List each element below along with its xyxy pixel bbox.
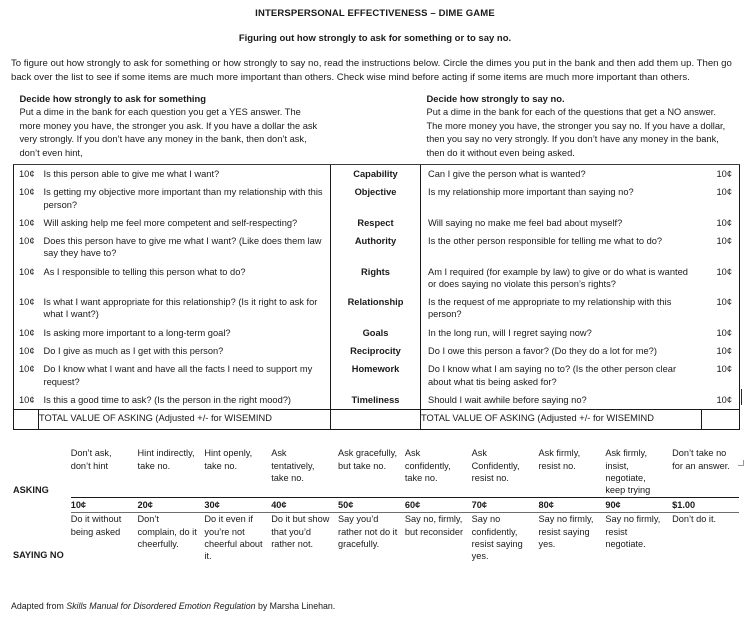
saying-no-description-cell: Do it without being asked (70, 514, 122, 537)
table-row (14, 214, 740, 232)
saying-no-description-cell: Do it even if you’re not cheerful about it. (204, 514, 263, 562)
saying-no-description-cell: Say no firmly, resist saying yes. (538, 514, 594, 550)
left-question-cell: Will asking help me feel more competent and self-respecting? (39, 214, 331, 232)
table-row (14, 324, 740, 342)
saying-no-descriptions-row (13, 513, 739, 563)
right-question-cell: Am I required (for example by law) to give or do what is wanted or does saying no violate this person’s rights? (428, 266, 688, 289)
page-subtitle: Figuring out how strongly to ask for something or to say no. (238, 33, 512, 44)
right-question-cell: Do I owe this person a favor? (Do they do a lot for me?) (428, 346, 657, 357)
right-cents-cell[interactable]: 10¢ (702, 165, 740, 184)
footer-book-title: Skills Manual for Disordered Emotion Regulation (66, 601, 256, 611)
saying-no-description-cell: Say you’d rather not do it gracefully. (338, 514, 398, 550)
asking-description-cell: Hint indirectly, take no. (137, 448, 195, 471)
table-row (14, 360, 740, 391)
asking-descriptions-row (13, 447, 739, 497)
total-center-input[interactable] (331, 410, 421, 430)
factor-label-cell: Goals (331, 324, 421, 342)
saying-no-description-cell: Say no firmly, resist negotiate. (605, 514, 661, 550)
page-edge-mark (741, 389, 742, 405)
left-question-cell: Do I know what I want and have all the facts I need to support my request? (39, 360, 331, 391)
left-question-cell: Does this person have to give me what I want? (Like does them law say they have to? (39, 232, 331, 263)
factor-label-cell: Capability (331, 165, 421, 184)
saying-no-description-cell: Do it but show that you’d rather not. (271, 514, 330, 550)
saying-no-description-cell: Say no, firmly, but reconsider (404, 514, 464, 537)
left-cents-cell[interactable]: 10¢ (14, 165, 39, 184)
right-question-cell: Can I give the person what is wanted? (428, 169, 586, 180)
total-left-label: TOTAL VALUE OF ASKING (Adjusted +/- for WISEMIND (39, 410, 331, 430)
right-cents-cell[interactable]: 10¢ (702, 342, 740, 360)
left-question-cell: Is this a good time to ask? (Is the person in the right mood?) (39, 391, 331, 410)
left-header-cell (14, 92, 331, 165)
total-right-input[interactable] (702, 410, 740, 430)
right-cents-cell[interactable]: 10¢ (702, 293, 740, 324)
page-title: INTERSPERSONAL EFFECTIVENESS – DIME GAME (255, 8, 495, 19)
right-question-cell: Is my relationship more important than saying no? (428, 187, 634, 198)
amount-cell[interactable]: $1.00 (672, 497, 739, 512)
left-question-cell: Is what I want appropriate for this relationship? (Is it right to ask for what I want?) (39, 293, 331, 324)
amount-row-spacer (13, 497, 71, 512)
left-cents-cell[interactable]: 10¢ (14, 324, 39, 342)
right-question-cell: Is the other person responsible for telling me what to do? (428, 236, 663, 247)
amount-cell[interactable]: 10¢ (71, 497, 138, 512)
left-cents-cell[interactable]: 10¢ (14, 293, 39, 324)
header-spacer-cell (331, 92, 421, 165)
factor-label-cell: Authority (331, 232, 421, 263)
table-row (14, 342, 740, 360)
left-question-cell: Is getting my objective more important than my relationship with this person? (39, 183, 331, 214)
amount-cell[interactable]: 30¢ (204, 497, 271, 512)
factor-label-cell: Relationship (331, 293, 421, 324)
factor-label-cell: Rights (331, 263, 421, 294)
asking-description-cell: Ask firmly, insist, negotiate, keep trying (605, 448, 651, 496)
right-question-cell: Is the request of me appropriate to my relationship with this person? (428, 297, 672, 320)
right-question-cell: Should I wait awhile before saying no? (428, 394, 587, 405)
right-header-cell (421, 92, 740, 165)
right-question-cell: Do I know what I am saying no to? (Is the other person clear about what tis being asked for? (428, 364, 677, 387)
right-cents-cell[interactable]: 10¢ (702, 232, 740, 263)
right-header-title: Decide how strongly to say no. (426, 92, 565, 104)
left-cents-cell[interactable]: 10¢ (14, 263, 39, 294)
left-question-cell: Is this person able to give me what I want? (39, 165, 331, 184)
asking-description-cell: Don’t take no for an answer. (672, 448, 730, 471)
left-cents-cell[interactable]: 10¢ (14, 360, 39, 391)
saying-no-description-cell: Don’t complain, do it cheerfully. (137, 514, 197, 550)
amount-row (13, 497, 739, 512)
amount-cell[interactable]: 20¢ (138, 497, 205, 512)
left-question-cell: Do I give as much as I get with this person? (39, 342, 331, 360)
left-question-cell: Is asking more important to a long-term goal? (39, 324, 331, 342)
intro-paragraph: To figure out how strongly to ask for something or how strongly to say no, read the instructions below. Circle the dimes you put in the bank and then add them up. Then go back over the list to see if some items are much more important than others. Check wise mind before acting if some items are much more important than others. (11, 58, 732, 83)
table-row (14, 391, 740, 410)
asking-description-cell: Don’t ask, don’t hint (70, 448, 112, 471)
footer-prefix: Adapted from (11, 601, 67, 611)
strength-scale-table (13, 447, 739, 563)
left-question-cell: As I responsible to telling this person what to do? (39, 263, 331, 294)
left-cents-cell[interactable]: 10¢ (14, 183, 39, 214)
footer-suffix: by Marsha Linehan. (255, 601, 336, 611)
factor-label-cell: Objective (331, 183, 421, 214)
asking-description-cell: Ask gracefully, but take no. (338, 448, 398, 471)
asking-description-cell: Hint openly, take no. (204, 448, 253, 471)
table-row (14, 293, 740, 324)
left-cents-cell[interactable]: 10¢ (14, 342, 39, 360)
saying-no-description-cell: Don’t do it. (672, 514, 717, 525)
dime-game-table (13, 92, 740, 430)
right-cents-cell[interactable]: 10¢ (702, 324, 740, 342)
asking-description-cell: Ask confidently, take no. (404, 448, 451, 483)
asking-row-label: ASKING (13, 484, 49, 495)
left-cents-cell[interactable]: 10¢ (14, 214, 39, 232)
asking-description-cell: Ask tentatively, take no. (271, 448, 315, 483)
table-row (14, 165, 740, 184)
total-left-input[interactable] (14, 410, 39, 430)
total-right-label: TOTAL VALUE OF ASKING (Adjusted +/- for WISEMIND (421, 410, 702, 430)
left-cents-cell[interactable]: 10¢ (14, 391, 39, 410)
right-header-body: Put a dime in the bank for each of the questions that get a NO answer. The more money you have, the stronger you say no. If you have a dollar, then you say no very strongly. If you don’t have any money in the bank, then do it without even being asked. (426, 107, 726, 158)
right-cents-cell[interactable]: 10¢ (702, 360, 740, 391)
saying-no-row-label: SAYING NO (13, 550, 64, 561)
source-attribution (11, 601, 335, 611)
worksheet-page (0, 8, 750, 623)
right-question-cell: Will saying no make me feel bad about myself? (428, 217, 623, 228)
table-row (14, 232, 740, 263)
amount-cell[interactable]: 90¢ (605, 497, 672, 512)
left-cents-cell[interactable]: 10¢ (14, 232, 39, 263)
amount-cell[interactable]: 80¢ (539, 497, 606, 512)
amount-cell[interactable]: 50¢ (338, 497, 405, 512)
factor-label-cell: Respect (331, 214, 421, 232)
right-cents-cell[interactable]: 10¢ (702, 391, 740, 410)
table-row (14, 183, 740, 214)
crop-mark-top-right (738, 460, 744, 466)
factor-label-cell: Reciprocity (331, 342, 421, 360)
table-row (14, 263, 740, 294)
asking-description-cell: Ask firmly, resist no. (538, 448, 581, 471)
left-header-body: Put a dime in the bank for each question you get a YES answer. The more money you have, the stronger you ask. If you have a dollar the ask very strongly. If you don’t have any money in the bank, then don’t ask, don’t even hint, (19, 107, 318, 158)
saying-no-description-cell: Say no confidently, resist saying yes. (471, 514, 523, 562)
right-cents-cell[interactable]: 10¢ (702, 263, 740, 294)
right-question-cell: In the long run, will I regret saying now? (428, 327, 592, 338)
left-header-title: Decide how strongly to ask for something (19, 92, 206, 104)
table-header-row (14, 92, 740, 165)
amount-cell[interactable]: 60¢ (405, 497, 472, 512)
factor-label-cell: Homework (331, 360, 421, 391)
right-cents-cell[interactable]: 10¢ (702, 183, 740, 214)
factor-label-cell: Timeliness (331, 391, 421, 410)
asking-description-cell: Ask Confidently, resist no. (471, 448, 520, 483)
amount-cell[interactable]: 70¢ (472, 497, 539, 512)
amount-cell[interactable]: 40¢ (271, 497, 338, 512)
right-cents-cell[interactable]: 10¢ (702, 214, 740, 232)
total-row (14, 410, 740, 430)
